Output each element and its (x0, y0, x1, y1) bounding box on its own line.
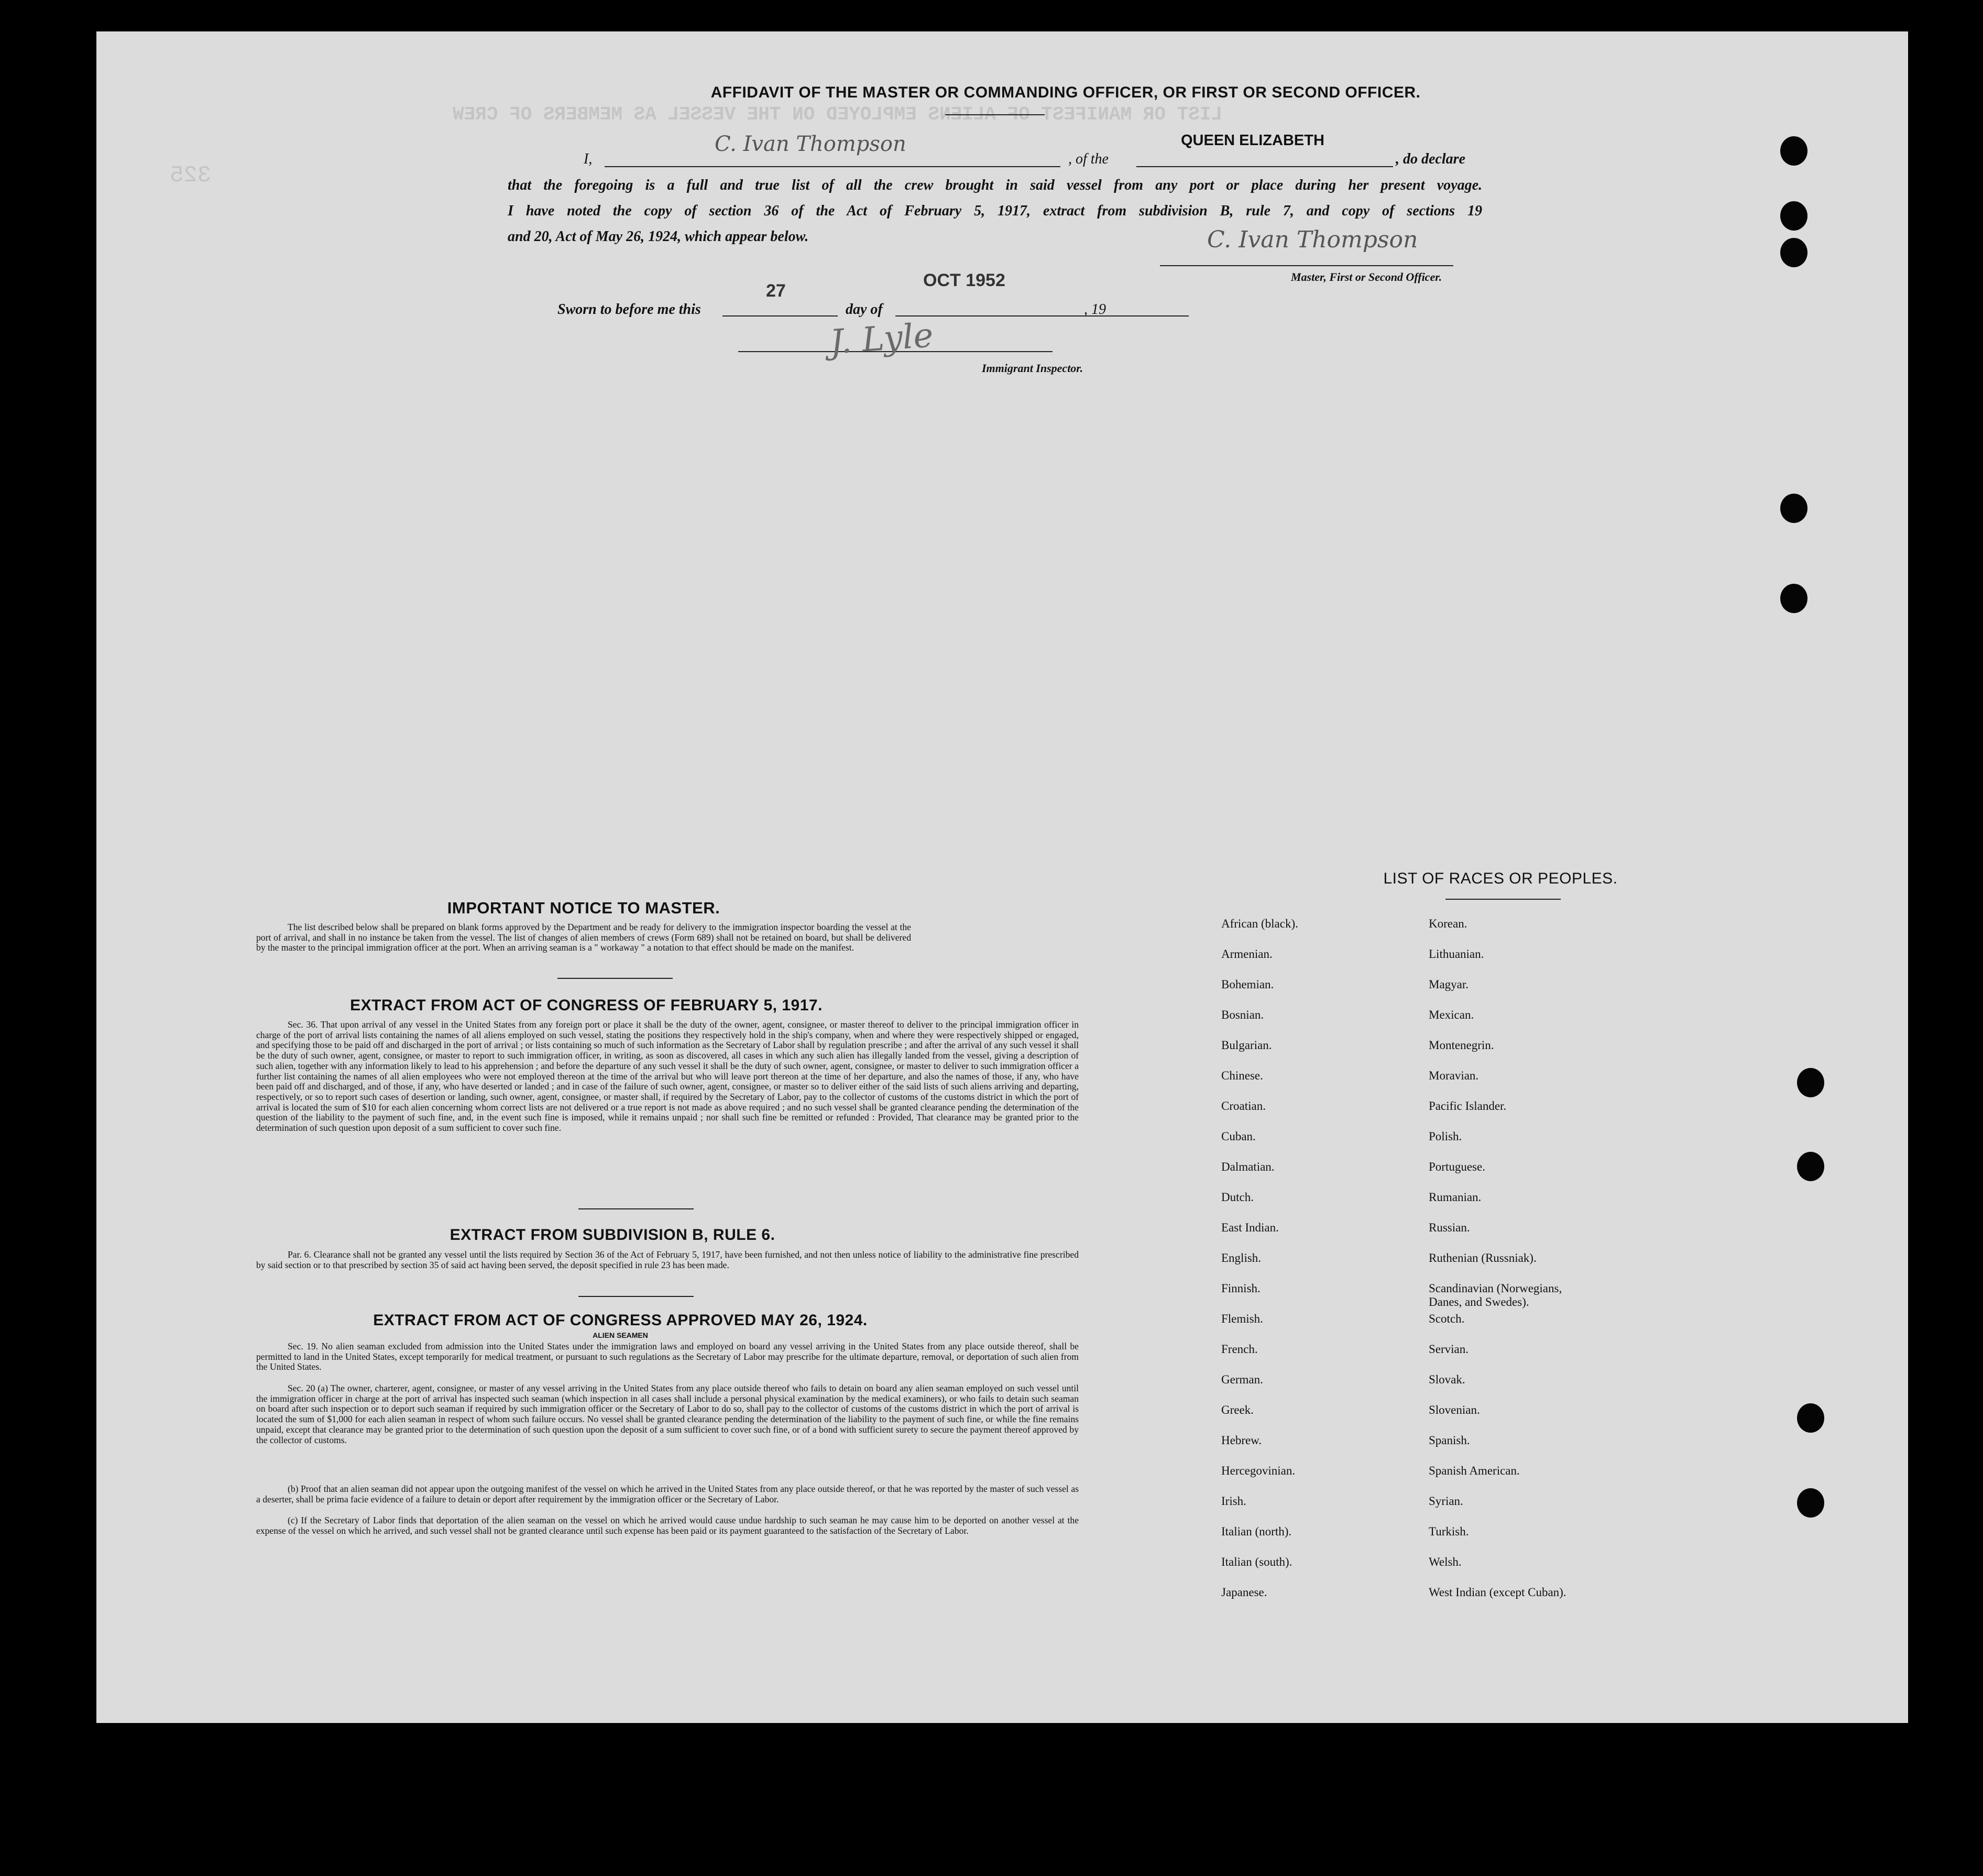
race-right-20: Syrian. (1429, 1495, 1463, 1508)
race-right-3: Magyar. (1429, 978, 1469, 991)
race-left-8: Cuban. (1221, 1130, 1256, 1143)
master-signature: C. Ivan Thompson (1207, 226, 1418, 253)
race-left-18: Hebrew. (1221, 1434, 1262, 1447)
race-left-13: Finnish. (1221, 1282, 1261, 1295)
master-signature-caption: Master, First or Second Officer. (1291, 270, 1442, 283)
race-left-5: Bulgarian. (1221, 1039, 1272, 1052)
extract-1924-sec19: Sec. 19. No alien seaman excluded from admission into the United States under the immigration laws and employed on board any vessel arriving in the United States from any place outside thereof, shall be permitted to land in the United States, except temporarily for medical treatment, or pursuant to such regulations as the Secretary of Labor may prescribe for the ultimate departure, removal, or deportation of such alien from the United States. (256, 1341, 1079, 1372)
extract-1924-sec20c: (c) If the Secretary of Labor finds that deportation of the alien seaman on the vessel on which he arrived would cause undue hardship to such seaman he may cause him to be deported on another vessel at the expense of the vessel on which he arrived, and such vessel shall not be granted clearance until such expense has been paid or its payment guaranteed to the satisfaction of the Secretary of Labor. (256, 1515, 1079, 1536)
punch-hole-2 (1780, 201, 1807, 231)
master-name-line (605, 166, 1060, 167)
race-right-22: Welsh. (1429, 1555, 1462, 1568)
notice-rule (557, 978, 673, 979)
sworn-year-label: , 19 (1084, 301, 1106, 318)
punch-hole-5 (1780, 584, 1807, 613)
race-right-18: Spanish. (1429, 1434, 1470, 1447)
race-right-9: Portuguese. (1429, 1160, 1485, 1173)
vessel-name: QUEEN ELIZABETH (1181, 132, 1324, 149)
race-left-14: Flemish. (1221, 1312, 1263, 1325)
race-left-12: English. (1221, 1251, 1262, 1264)
extract-1924-sec20a: Sec. 20 (a) The owner, charterer, agent, consignee, or master of any vessel arriving in the United States from any place outside thereof who fails to detain on board any alien seaman employed on such vessel until the immigration officer in charge at the port of arrival has inspected such seaman (which inspection in all cases shall include a personal physical examination by the medical examiners), or who fails to detain such seaman on board after such inspection or to deport such seaman if required by such immigration officer or the Secretary of Labor to do so, shall pay to the collector of customs of the customs district in which the port of arrival is located the sum of $1,000 for each alien seaman in respect of whom such failure occurs. No vessel shall be granted clearance pending the determination of the liability to the payment of such fine, or while the fine remains unpaid, except that clearance may be granted prior to the determination of such question upon the deposit of a sum sufficient to cover such fine, or of a bond with sufficient surety to secure the payment thereof approved by the collector of customs. (256, 1383, 1079, 1445)
sworn-day-stamp: 27 (766, 281, 786, 301)
extract-1917-rule (578, 1208, 694, 1209)
race-right-1: Korean. (1429, 917, 1467, 930)
race-left-16: German. (1221, 1373, 1263, 1386)
extract-1924-subtitle: ALIEN SEAMEN (593, 1331, 648, 1339)
race-left-6: Chinese. (1221, 1069, 1263, 1082)
race-left-2: Armenian. (1221, 947, 1273, 961)
race-left-3: Bohemian. (1221, 978, 1274, 991)
vessel-name-line (1136, 166, 1393, 167)
race-left-4: Bosnian. (1221, 1008, 1264, 1021)
race-right-4: Mexican. (1429, 1008, 1474, 1021)
punch-hole-6 (1797, 1068, 1824, 1097)
race-left-20: Irish. (1221, 1495, 1246, 1508)
race-right-10: Rumanian. (1429, 1191, 1482, 1204)
affidavit-title: AFFIDAVIT OF THE MASTER OR COMMANDING OFFICER, OR FIRST OR SECOND OFFICER. (710, 84, 1421, 101)
extract-rule6-rule (578, 1296, 694, 1297)
races-title: LIST OF RACES OR PEOPLES. (1383, 870, 1618, 887)
race-left-23: Japanese. (1221, 1586, 1267, 1599)
race-right-6: Moravian. (1429, 1069, 1479, 1082)
race-right-23: West Indian (except Cuban). (1429, 1586, 1566, 1599)
race-right-5: Montenegrin. (1429, 1039, 1494, 1052)
master-signature-line (1160, 265, 1453, 266)
race-left-10: Dutch. (1221, 1191, 1254, 1204)
inspector-caption: Immigrant Inspector. (982, 362, 1083, 375)
master-name-handwritten: C. Ivan Thompson (715, 132, 906, 156)
extract-1924-sec20b: (b) Proof that an alien seaman did not appear upon the outgoing manifest of the vessel on which he arrived in the United States from any place outside thereof, or that he was reported by the master of such vessel as a deserter, shall be prima facie evidence of a failure to detain or deport after requirement by the immigration officer or the Secretary of Labor. (256, 1484, 1079, 1504)
race-right-19: Spanish American. (1429, 1464, 1520, 1477)
race-right-14: Scotch. (1429, 1312, 1465, 1325)
race-right-17: Slovenian. (1429, 1403, 1480, 1416)
race-right-2: Lithuanian. (1429, 947, 1484, 961)
bleed-through-title: LIST OR MANIFEST OF ALIENS EMPLOYED ON THE VESSEL AS MEMBERS OF CREW (453, 104, 1223, 125)
punch-hole-9 (1797, 1488, 1824, 1518)
race-left-17: Greek. (1221, 1403, 1254, 1416)
sworn-month-year-stamp: OCT 1952 (923, 270, 1005, 290)
affidavit-title-rule (945, 114, 1045, 115)
declaration-line-1: that the foregoing is a full and true list of all the crew brought in said vessel from any port or place during her present voyage. (508, 177, 1482, 193)
punch-hole-7 (1797, 1152, 1824, 1181)
race-left-19: Hercegovinian. (1221, 1464, 1296, 1477)
document-page (96, 31, 1908, 1723)
do-declare-label: , do declare (1396, 151, 1465, 167)
extract-1917-text: Sec. 36. That upon arrival of any vessel in the United States from any foreign port or place it shall be the duty of the owner, agent, consignee, or master thereof to deliver to the principal immigration officer in charge of the port of arrival lists containing the names of all aliens employed on such vessel, stating the positions they respectively hold in the ship's company, when and where they were respectively shipped or engaged, and specifying those to be paid off and discharged in the port of arrival ; or lists containing so much of such information as the Secretary of Labor shall by regulation prescribe ; and after the arrival of any such vessel it shall be the duty of such owner, agent, consignee, or master to report to such immigration officer, in writing, as soon as discovered, all cases in which any such alien has illegally landed from the vessel, giving a description of such alien, together with any information likely to lead to his apprehension ; and before the departure of any such vessel it shall be the duty of such owner, agent, consignee, or master to deliver to such immigration officer a further list containing the names of all alien employees who were not employed thereon at the time of the arrival but who will leave port thereon at the time of her departure, and also the names of those, if any, who have been paid off and discharged, and of those, if any, who have deserted or landed ; and in case of the failure of such owner, agent, consignee, or master so to deliver either of the said lists of such aliens arriving and departing, respectively, or so to report such cases of desertion or landing, such owner, agent, consignee, or master shall, if required by the Secretary of Labor, pay to the collector of customs of the customs district in which the port of arrival is located the sum of $10 for each alien concerning whom correct lists are not delivered or a true report is not made as above required ; and no such vessel shall be granted clearance pending the determination of the question of the liability to the payment of such fine, and, in the event such fine is imposed, while it remains unpaid ; nor shall such fine be remitted or refunded : Provided, That clearance may be granted prior to the determination of such question upon deposit of a sum sufficient to cover such fine. (256, 1019, 1079, 1133)
races-title-rule (1445, 899, 1561, 900)
declaration-line-3: and 20, Act of May 26, 1924, which appear below. (508, 228, 809, 245)
inspector-signature: J. Lyle (828, 316, 935, 362)
sworn-month-line (895, 315, 1189, 317)
day-of-label: day of (846, 301, 883, 318)
race-right-8: Polish. (1429, 1130, 1462, 1143)
notice-text: The list described below shall be prepared on blank forms approved by the Department and be ready for delivery to the immigration inspector boarding the vessel at the port of arrival, and shall in no instance be taken from the vessel. The list of changes of alien members of crews (Form 689) shall not be retained on board, but shall be delivered by the master to the principal immigration officer at the port. When an arriving seaman is a " workaway " a notation to that effect should be made on the manifest. (256, 922, 911, 953)
bleed-through-page-number: 325 (170, 162, 212, 189)
notice-title: IMPORTANT NOTICE TO MASTER. (447, 899, 720, 917)
race-left-21: Italian (north). (1221, 1525, 1292, 1538)
race-right-12: Ruthenian (Russniak). (1429, 1251, 1537, 1264)
extract-rule6-text: Par. 6. Clearance shall not be granted any vessel until the lists required by Section 36 of the Act of February 5, 1917, have been furnished, and not then unless notice of liability to the administrative fine prescribed by said section or to that prescribed by section 35 of said act having been served, the deposit specified in rule 23 has been made. (256, 1249, 1079, 1270)
race-left-15: French. (1221, 1343, 1258, 1356)
sworn-day-line (722, 315, 838, 317)
punch-hole-4 (1780, 494, 1807, 523)
sworn-label: Sworn to before me this (557, 301, 701, 318)
race-right-13: Scandinavian (Norwegians, Danes, and Swedes). (1429, 1282, 1562, 1309)
extract-1924-title: EXTRACT FROM ACT OF CONGRESS APPROVED MAY 26, 1924. (373, 1312, 868, 1329)
race-left-9: Dalmatian. (1221, 1160, 1275, 1173)
race-left-7: Croatian. (1221, 1099, 1266, 1112)
race-left-11: East Indian. (1221, 1221, 1279, 1234)
race-right-16: Slovak. (1429, 1373, 1465, 1386)
declaration-line-2: I have noted the copy of section 36 of the Act of February 5, 1917, extract from subdivision B, rule 7, and copy of sections 19 (508, 203, 1482, 219)
extract-rule6-title: EXTRACT FROM SUBDIVISION B, RULE 6. (450, 1226, 775, 1244)
race-right-11: Russian. (1429, 1221, 1470, 1234)
affidavit-i-label: I, (584, 151, 593, 167)
punch-hole-1 (1780, 136, 1807, 166)
race-right-21: Turkish. (1429, 1525, 1469, 1538)
affidavit-of-the-label: , of the (1068, 151, 1109, 167)
punch-hole-8 (1797, 1403, 1824, 1433)
race-right-7: Pacific Islander. (1429, 1099, 1507, 1112)
race-left-1: African (black). (1221, 917, 1298, 930)
extract-1917-title: EXTRACT FROM ACT OF CONGRESS OF FEBRUARY 5, 1917. (350, 997, 823, 1014)
race-left-22: Italian (south). (1221, 1555, 1292, 1568)
punch-hole-3 (1780, 238, 1807, 267)
race-right-15: Servian. (1429, 1343, 1469, 1356)
